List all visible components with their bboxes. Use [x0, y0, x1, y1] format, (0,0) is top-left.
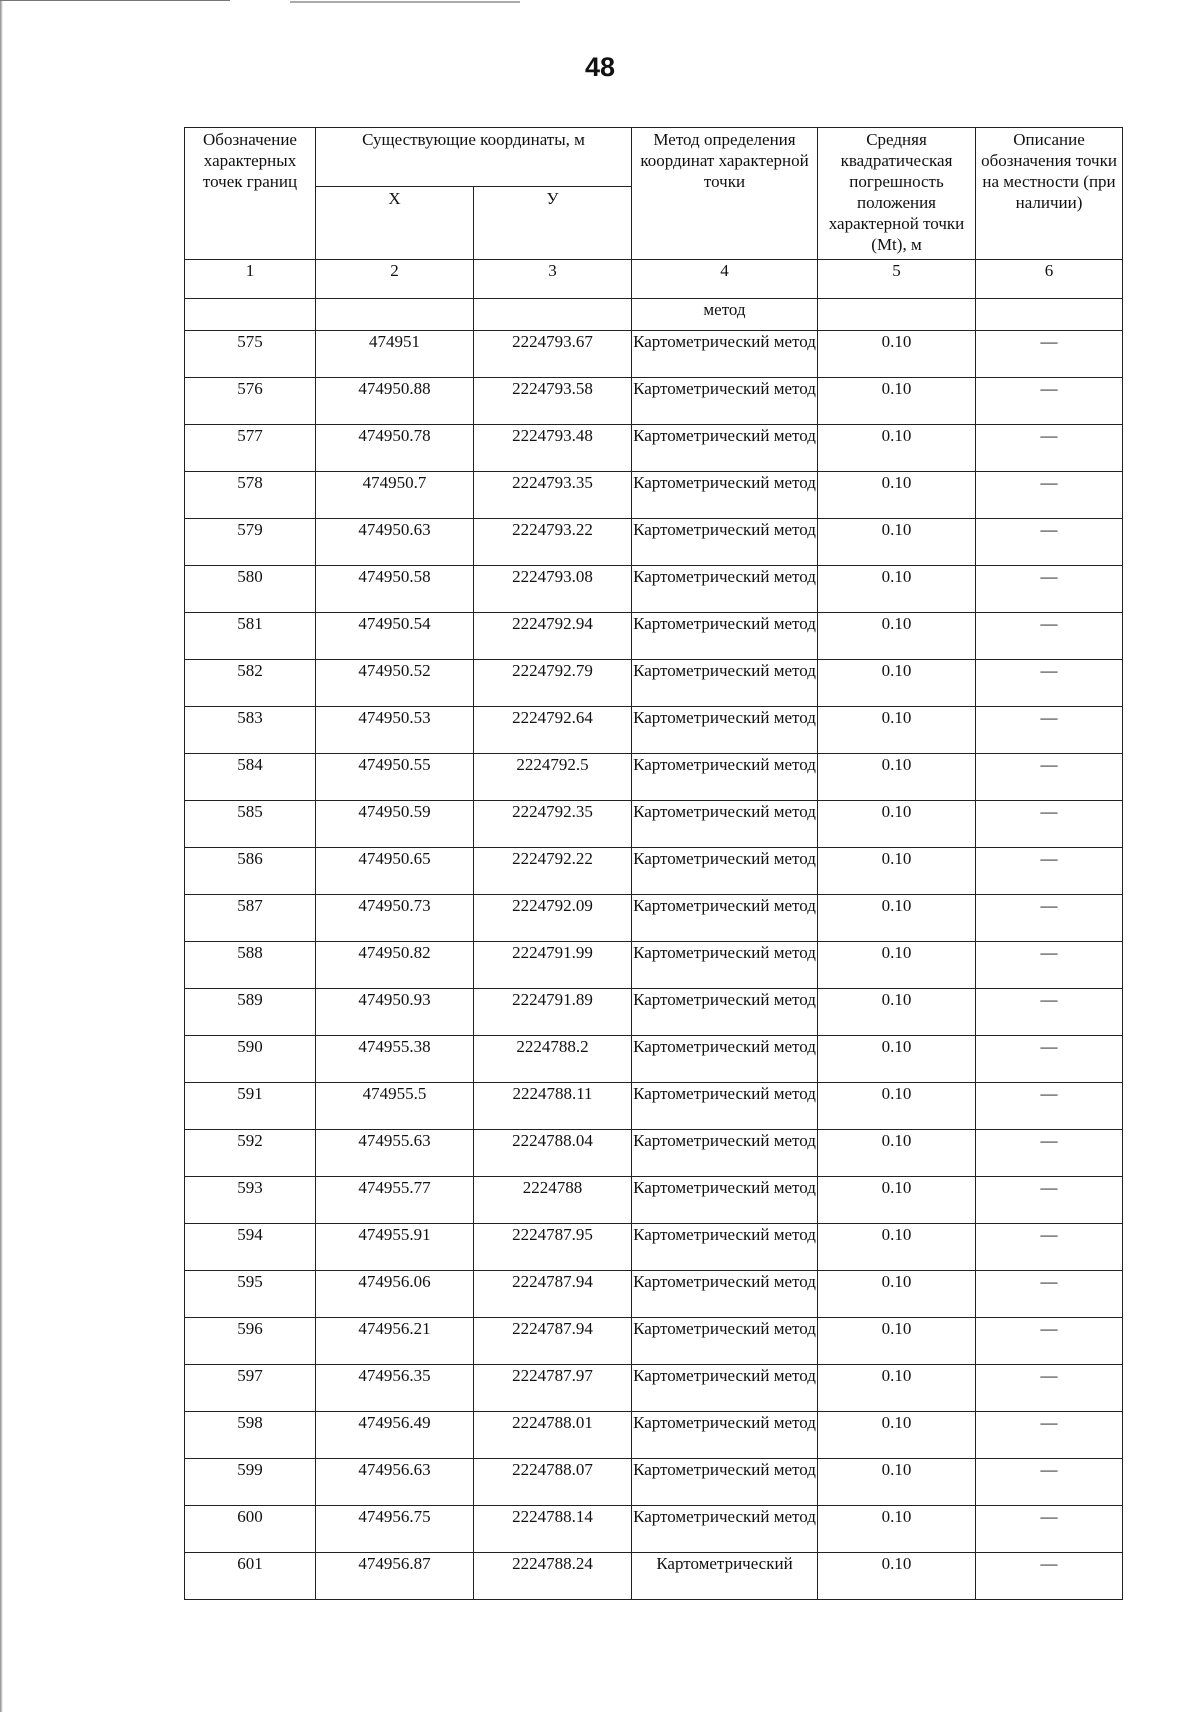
header-method: Метод определения координат характерной точки — [632, 128, 818, 260]
mean-square-error: 0.10 — [818, 707, 976, 754]
method: Картометрический метод — [632, 801, 818, 848]
description: — — [976, 378, 1123, 425]
method: Картометрический метод — [632, 613, 818, 660]
x-coordinate: 474956.87 — [316, 1553, 474, 1600]
method: Картометрический метод — [632, 331, 818, 378]
x-coordinate: 474950.58 — [316, 566, 474, 613]
mean-square-error: 0.10 — [818, 331, 976, 378]
point-id: 596 — [185, 1318, 316, 1365]
point-id: 595 — [185, 1271, 316, 1318]
x-coordinate: 474950.7 — [316, 472, 474, 519]
y-coordinate: 2224788.14 — [474, 1506, 632, 1553]
method: Картометрический метод — [632, 1459, 818, 1506]
y-coordinate: 2224793.35 — [474, 472, 632, 519]
table-row — [185, 425, 1123, 472]
description: — — [976, 848, 1123, 895]
description: — — [976, 1553, 1123, 1600]
y-coordinate: 2224787.97 — [474, 1365, 632, 1412]
table-row — [185, 566, 1123, 613]
mean-square-error: 0.10 — [818, 801, 976, 848]
mean-square-error: 0.10 — [818, 1365, 976, 1412]
x-coordinate: 474956.21 — [316, 1318, 474, 1365]
description: — — [976, 1130, 1123, 1177]
column-number-row — [185, 260, 1123, 299]
description: — — [976, 1224, 1123, 1271]
mean-square-error: 0.10 — [818, 1177, 976, 1224]
point-id: 584 — [185, 754, 316, 801]
method: Картометрический метод — [632, 1224, 818, 1271]
y-coordinate: 2224793.67 — [474, 331, 632, 378]
description: — — [976, 1506, 1123, 1553]
table-row — [185, 1365, 1123, 1412]
mean-square-error: 0.10 — [818, 989, 976, 1036]
x-coordinate: 474956.49 — [316, 1412, 474, 1459]
table-row — [185, 378, 1123, 425]
point-id: 582 — [185, 660, 316, 707]
table-row — [185, 1083, 1123, 1130]
method: Картометрический метод — [632, 754, 818, 801]
mean-square-error: 0.10 — [818, 519, 976, 566]
column-number: 6 — [976, 260, 1123, 299]
point-id: 592 — [185, 1130, 316, 1177]
y-coordinate: 2224792.5 — [474, 754, 632, 801]
point-id: 597 — [185, 1365, 316, 1412]
x-coordinate: 474950.73 — [316, 895, 474, 942]
y-coordinate: 2224788.07 — [474, 1459, 632, 1506]
y-coordinate: 2224787.94 — [474, 1271, 632, 1318]
method: Картометрический метод — [632, 1318, 818, 1365]
description: — — [976, 1318, 1123, 1365]
table-row — [185, 942, 1123, 989]
method: Картометрический метод — [632, 707, 818, 754]
table-row — [185, 1459, 1123, 1506]
column-number: 1 — [185, 260, 316, 299]
continuation-row — [185, 299, 1123, 331]
table-row — [185, 754, 1123, 801]
mean-square-error: 0.10 — [818, 1083, 976, 1130]
mean-square-error: 0.10 — [818, 754, 976, 801]
description: — — [976, 707, 1123, 754]
point-id: 599 — [185, 1459, 316, 1506]
method: Картометрический метод — [632, 1412, 818, 1459]
mean-square-error: 0.10 — [818, 1459, 976, 1506]
table-row — [185, 660, 1123, 707]
scan-artifact — [290, 1, 520, 3]
x-coordinate: 474950.59 — [316, 801, 474, 848]
point-id: 580 — [185, 566, 316, 613]
x-coordinate: 474950.93 — [316, 989, 474, 1036]
point-id: 586 — [185, 848, 316, 895]
method: Картометрический метод — [632, 425, 818, 472]
x-coordinate: 474950.53 — [316, 707, 474, 754]
table-row — [185, 1412, 1123, 1459]
y-coordinate: 2224793.48 — [474, 425, 632, 472]
table-row — [185, 707, 1123, 754]
table-row — [185, 1177, 1123, 1224]
description: — — [976, 989, 1123, 1036]
mean-square-error: 0.10 — [818, 1412, 976, 1459]
method: Картометрический метод — [632, 1036, 818, 1083]
mean-square-error: 0.10 — [818, 1130, 976, 1177]
table-row — [185, 331, 1123, 378]
y-coordinate: 2224788.04 — [474, 1130, 632, 1177]
table-row — [185, 519, 1123, 566]
description: — — [976, 472, 1123, 519]
y-coordinate: 2224791.89 — [474, 989, 632, 1036]
x-coordinate: 474956.63 — [316, 1459, 474, 1506]
point-id: 601 — [185, 1553, 316, 1600]
mean-square-error: 0.10 — [818, 1506, 976, 1553]
point-id: 598 — [185, 1412, 316, 1459]
point-id: 587 — [185, 895, 316, 942]
method: Картометрический метод — [632, 895, 818, 942]
point-id: 579 — [185, 519, 316, 566]
x-coordinate: 474950.52 — [316, 660, 474, 707]
x-coordinate: 474956.35 — [316, 1365, 474, 1412]
mean-square-error: 0.10 — [818, 1224, 976, 1271]
table-row — [185, 1271, 1123, 1318]
table-row — [185, 472, 1123, 519]
table-row — [185, 848, 1123, 895]
point-id: 575 — [185, 331, 316, 378]
table-row — [185, 613, 1123, 660]
header-existing-coordinates: Существующие координаты, м — [316, 128, 632, 187]
method: Картометрический — [632, 1553, 818, 1600]
x-coordinate: 474951 — [316, 331, 474, 378]
mean-square-error: 0.10 — [818, 1553, 976, 1600]
method: Картометрический метод — [632, 378, 818, 425]
header-x: X — [316, 187, 474, 260]
method: Картометрический метод — [632, 1271, 818, 1318]
description: — — [976, 1459, 1123, 1506]
method: Картометрический метод — [632, 942, 818, 989]
method: Картометрический метод — [632, 519, 818, 566]
description: — — [976, 425, 1123, 472]
table-row — [185, 1506, 1123, 1553]
description: — — [976, 942, 1123, 989]
point-id: 588 — [185, 942, 316, 989]
point-id: 594 — [185, 1224, 316, 1271]
method: Картометрический метод — [632, 1130, 818, 1177]
y-coordinate: 2224787.95 — [474, 1224, 632, 1271]
header-y: У — [474, 187, 632, 260]
y-coordinate: 2224793.22 — [474, 519, 632, 566]
y-coordinate: 2224788 — [474, 1177, 632, 1224]
method: Картометрический метод — [632, 848, 818, 895]
point-id: 593 — [185, 1177, 316, 1224]
column-number: 4 — [632, 260, 818, 299]
column-number: 5 — [818, 260, 976, 299]
method: Картометрический метод — [632, 472, 818, 519]
y-coordinate: 2224792.22 — [474, 848, 632, 895]
y-coordinate: 2224792.79 — [474, 660, 632, 707]
mean-square-error: 0.10 — [818, 425, 976, 472]
description: — — [976, 801, 1123, 848]
x-coordinate: 474950.63 — [316, 519, 474, 566]
point-id: 578 — [185, 472, 316, 519]
description: — — [976, 660, 1123, 707]
method: Картометрический метод — [632, 1177, 818, 1224]
mean-square-error: 0.10 — [818, 1036, 976, 1083]
table-row — [185, 1036, 1123, 1083]
mean-square-error: 0.10 — [818, 660, 976, 707]
point-id: 576 — [185, 378, 316, 425]
description: — — [976, 331, 1123, 378]
y-coordinate: 2224792.94 — [474, 613, 632, 660]
description: — — [976, 1365, 1123, 1412]
y-coordinate: 2224787.94 — [474, 1318, 632, 1365]
method: Картометрический метод — [632, 1365, 818, 1412]
description: — — [976, 1036, 1123, 1083]
mean-square-error: 0.10 — [818, 566, 976, 613]
method: Картометрический метод — [632, 566, 818, 613]
page-number: 48 — [584, 52, 616, 82]
table-row — [185, 1130, 1123, 1177]
continued-method: метод — [632, 299, 818, 331]
table-row — [185, 1553, 1123, 1600]
y-coordinate: 2224792.35 — [474, 801, 632, 848]
point-id: 600 — [185, 1506, 316, 1553]
x-coordinate: 474955.5 — [316, 1083, 474, 1130]
description: — — [976, 1412, 1123, 1459]
mean-square-error: 0.10 — [818, 1318, 976, 1365]
method: Картометрический метод — [632, 989, 818, 1036]
mean-square-error: 0.10 — [818, 848, 976, 895]
y-coordinate: 2224788.24 — [474, 1553, 632, 1600]
coordinates-table — [184, 127, 1123, 1600]
mean-square-error: 0.10 — [818, 378, 976, 425]
point-id: 577 — [185, 425, 316, 472]
point-id: 583 — [185, 707, 316, 754]
table-row — [185, 989, 1123, 1036]
y-coordinate: 2224788.01 — [474, 1412, 632, 1459]
point-id: 585 — [185, 801, 316, 848]
method: Картометрический метод — [632, 660, 818, 707]
header-point-designation: Обозначение характерных точек границ — [185, 128, 316, 260]
description: — — [976, 519, 1123, 566]
description: — — [976, 1177, 1123, 1224]
scan-edge — [0, 0, 3, 1712]
column-number: 2 — [316, 260, 474, 299]
x-coordinate: 474950.88 — [316, 378, 474, 425]
x-coordinate: 474950.55 — [316, 754, 474, 801]
y-coordinate: 2224788.11 — [474, 1083, 632, 1130]
x-coordinate: 474955.91 — [316, 1224, 474, 1271]
x-coordinate: 474955.63 — [316, 1130, 474, 1177]
y-coordinate: 2224792.09 — [474, 895, 632, 942]
y-coordinate: 2224793.58 — [474, 378, 632, 425]
scan-artifact — [0, 0, 230, 1]
mean-square-error: 0.10 — [818, 613, 976, 660]
y-coordinate: 2224791.99 — [474, 942, 632, 989]
x-coordinate: 474956.06 — [316, 1271, 474, 1318]
x-coordinate: 474956.75 — [316, 1506, 474, 1553]
column-number: 3 — [474, 260, 632, 299]
mean-square-error: 0.10 — [818, 1271, 976, 1318]
x-coordinate: 474955.38 — [316, 1036, 474, 1083]
x-coordinate: 474955.77 — [316, 1177, 474, 1224]
table-row — [185, 895, 1123, 942]
y-coordinate: 2224792.64 — [474, 707, 632, 754]
point-id: 590 — [185, 1036, 316, 1083]
header-description: Описание обозначения точки на местности (при наличии) — [976, 128, 1123, 260]
table-row — [185, 1318, 1123, 1365]
y-coordinate: 2224788.2 — [474, 1036, 632, 1083]
description: — — [976, 1083, 1123, 1130]
description: — — [976, 613, 1123, 660]
x-coordinate: 474950.65 — [316, 848, 474, 895]
method: Картометрический метод — [632, 1506, 818, 1553]
point-id: 589 — [185, 989, 316, 1036]
table-row — [185, 801, 1123, 848]
x-coordinate: 474950.54 — [316, 613, 474, 660]
description: — — [976, 754, 1123, 801]
mean-square-error: 0.10 — [818, 942, 976, 989]
x-coordinate: 474950.82 — [316, 942, 474, 989]
mean-square-error: 0.10 — [818, 472, 976, 519]
description: — — [976, 566, 1123, 613]
method: Картометрический метод — [632, 1083, 818, 1130]
header-mean-square-error: Средняя квадратическая погрешность положения характерной точки (Mt), м — [818, 128, 976, 260]
y-coordinate: 2224793.08 — [474, 566, 632, 613]
description: — — [976, 895, 1123, 942]
mean-square-error: 0.10 — [818, 895, 976, 942]
table-row — [185, 1224, 1123, 1271]
description: — — [976, 1271, 1123, 1318]
point-id: 581 — [185, 613, 316, 660]
x-coordinate: 474950.78 — [316, 425, 474, 472]
point-id: 591 — [185, 1083, 316, 1130]
